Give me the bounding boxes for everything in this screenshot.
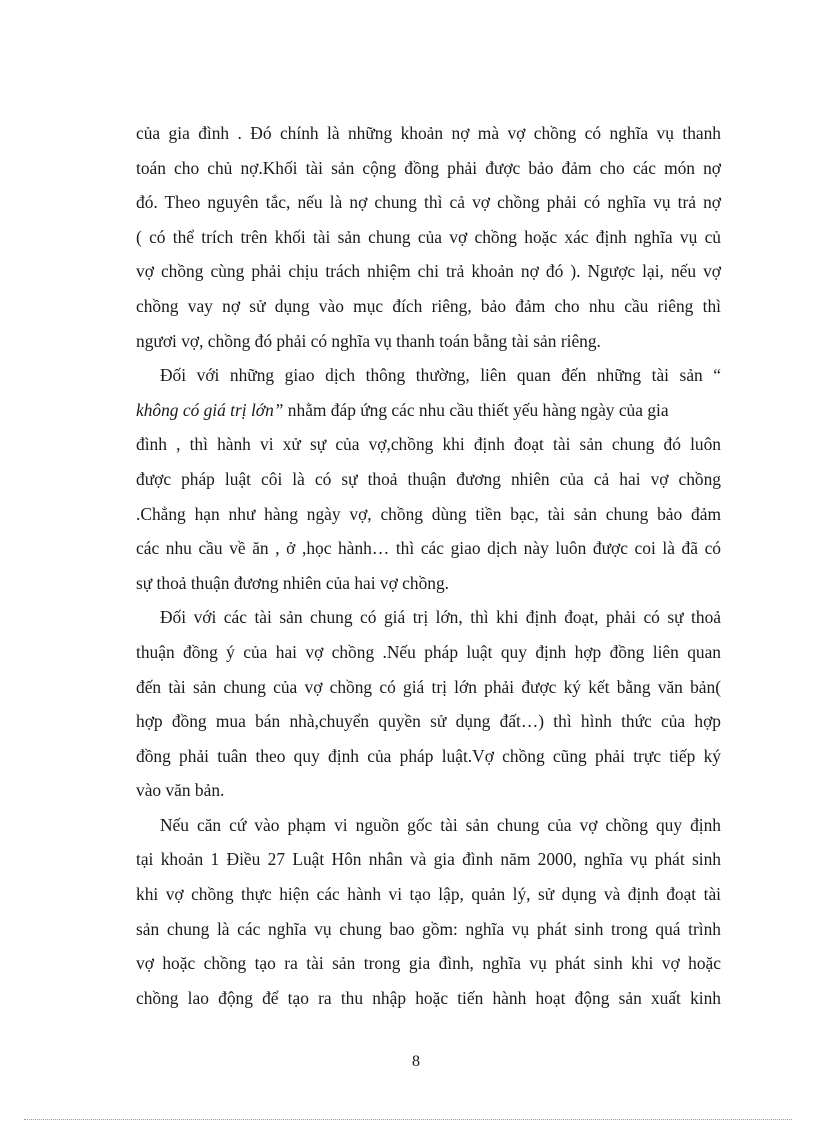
page-break-divider [24, 1119, 792, 1120]
text-line: chồng vay nợ sử dụng vào mục đích riêng, bảo đảm cho nhu cầu riêng thì [136, 295, 721, 316]
text-line: được pháp luật côi là có sự thoả thuận đương nhiên của cả hai vợ chồng [136, 468, 721, 489]
text-line: thuận đồng ý của hai vợ chồng .Nếu pháp luật quy định hợp đồng liên quan [136, 641, 721, 662]
text-line-with-quote [136, 393, 721, 428]
page-number: 8 [412, 1053, 420, 1070]
text-line: tại khoản 1 Điều 27 Luật Hôn nhân và gia đình năm 2000, nghĩa vụ phát sinh [136, 849, 721, 870]
text-line: sản chung là các nghĩa vụ chung bao gồm: nghĩa vụ phát sinh trong quá trình [136, 918, 721, 939]
text-line: ( có thể trích trên khối tài sản chung của vợ chồng hoặc xác định nghĩa vụ củ [136, 226, 721, 247]
text-line-rest: nhằm đáp ứng các nhu cầu thiết yếu hàng ngày của gia [283, 399, 669, 420]
body-text [136, 116, 721, 1015]
paragraph-first-line: Nếu căn cứ vào phạm vi nguồn gốc tài sản chung của vợ chồng quy định [160, 814, 721, 835]
paragraph-first-line: Đối với các tài sản chung có giá trị lớn, thì khi định đoạt, phải có sự thoả [160, 607, 721, 628]
text-line: vợ chồng cùng phải chịu trách nhiệm chi trả khoản nợ đó ). Ngược lại, nếu vợ [136, 261, 721, 282]
text-line: ngươi vợ, chồng đó phải có nghĩa vụ thanh toán bằng tài sản riêng. [136, 330, 601, 351]
italic-quote: không có giá trị lớn” [136, 399, 284, 420]
text-line: khi vợ chồng thực hiện các hành vi tạo lập, quản lý, sử dụng và định đoạt tài [136, 884, 721, 905]
text-line: hợp đồng mua bán nhà,chuyển quyền sử dụng đất…) thì hình thức của hợp [136, 711, 721, 732]
text-line: các nhu cầu về ăn , ở ,học hành… thì các giao dịch này luôn được coi là đã có [136, 538, 721, 559]
text-line: chồng lao động để tạo ra thu nhập hoặc tiến hành hoạt động sản xuất kinh [136, 987, 721, 1008]
text-line: toán cho chủ nợ.Khối tài sản cộng đồng phải được bảo đảm cho các món nợ [136, 157, 721, 178]
text-line: đình , thì hành vi xử sự của vợ,chồng khi định đoạt tài sản chung đó luôn [136, 434, 721, 455]
text-line: của gia đình . Đó chính là những khoản nợ mà vợ chồng có nghĩa vụ thanh [136, 123, 721, 143]
text-line: vào văn bản. [136, 780, 225, 801]
text-line: .Chẳng hạn như hàng ngày vợ, chồng dùng tiền bạc, tài sản chung bảo đảm [136, 503, 721, 524]
text-line: đồng phải tuân theo quy định của pháp luật.Vợ chồng cũng phải trực tiếp ký [136, 745, 721, 766]
text-line: đến tài sản chung của vợ chồng có giá trị lớn phải được ký kết bằng văn bản( [136, 676, 721, 697]
text-line: đó. Theo nguyên tắc, nếu là nợ chung thì cả vợ chồng phải có nghĩa vụ trả nợ [136, 192, 721, 213]
paragraph-first-line: Đối với những giao dịch thông thường, liên quan đến những tài sản “ [160, 365, 721, 386]
text-line: vợ hoặc chồng tạo ra tài sản trong gia đình, nghĩa vụ phát sinh khi vợ hoặc [136, 953, 721, 974]
text-line: sự thoả thuận đương nhiên của hai vợ chồng. [136, 572, 450, 593]
